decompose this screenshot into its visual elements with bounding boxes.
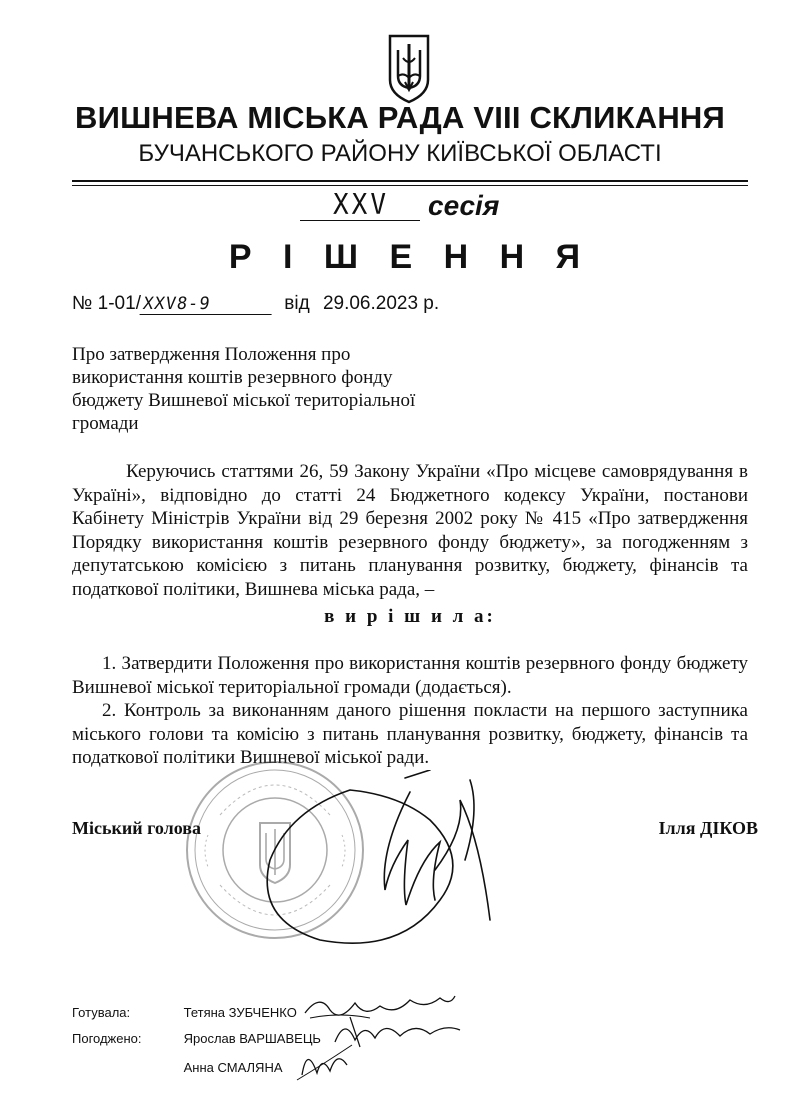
header-rule-thin: [72, 185, 748, 186]
preamble-paragraph: Керуючись статтями 26, 59 Закону України «Про місцеве самоврядування в Україні», відповідно до статті 24 Бюджетного кодексу України, постанови Кабінету Міністрів України від 29 березня 2002 року № 415 «Про затвердження Порядку використання коштів резервного фонду бюджету», за погодженням з депутатською комісією з питань планування розвитку, бюджету, фінансів та податкової політики, Вишнева міська рада, –: [72, 461, 748, 600]
approved-name: Анна СМАЛЯНА: [183, 1060, 283, 1075]
decision-item: 2. Контроль за виконанням даного рішення покласти на першого заступника міського голови та комісію з питань планування розвитку, бюджету, фінансів та податкової політики Вишневої міської ради.: [72, 700, 748, 768]
decision-title: Р І Ш Е Н Н Я: [228, 238, 592, 276]
decision-subject: Про затвердження Положення про використання коштів резервного фонду бюджету Вишневої міської територіальної громади: [72, 344, 416, 434]
approved-name: Ярослав ВАРШАВЕЦЬ: [183, 1031, 321, 1046]
decision-number-handwritten: XXV8-9: [139, 294, 274, 315]
decision-date: 29.06.2023 р.: [322, 293, 440, 314]
approved-row: [72, 1060, 283, 1075]
decision-number-row: [72, 293, 439, 315]
prepared-name: Тетяна ЗУБЧЕНКО: [183, 1005, 297, 1020]
header-rule-thick: [72, 180, 748, 182]
session-label: сесія: [428, 190, 500, 221]
decision-item: 1. Затвердити Положення про використання коштів резервного фонду бюджету Вишневої міської територіальної громади (додається).: [72, 653, 748, 698]
prepared-row: [72, 1005, 297, 1020]
approver-signature: [292, 1035, 362, 1085]
approved-row: [72, 1031, 321, 1046]
decision-number-prefix: № 1-01/: [72, 293, 141, 314]
signatory-position: Міський голова: [72, 818, 201, 838]
session-underline: [300, 220, 420, 221]
trident-coat-of-arms-icon: [384, 32, 434, 104]
decision-items: [72, 652, 748, 770]
council-name: ВИШНЕВА МІСЬКА РАДА VIII СКЛИКАННЯ: [75, 100, 725, 135]
mayor-signature: [230, 770, 550, 950]
session-number-handwritten: XXV: [333, 188, 389, 222]
district-name: БУЧАНСЬКОГО РАЙОНУ КИЇВСЬКОЇ ОБЛАСТІ: [138, 140, 662, 167]
approved-label: Погоджено:: [72, 1031, 142, 1046]
decision-date-label: від: [284, 293, 310, 314]
prepared-label: Готувала:: [72, 1005, 131, 1020]
resolved-heading: в и р і ш и л а:: [324, 606, 496, 627]
signatory-name: Ілля ДІКОВ: [658, 818, 758, 838]
